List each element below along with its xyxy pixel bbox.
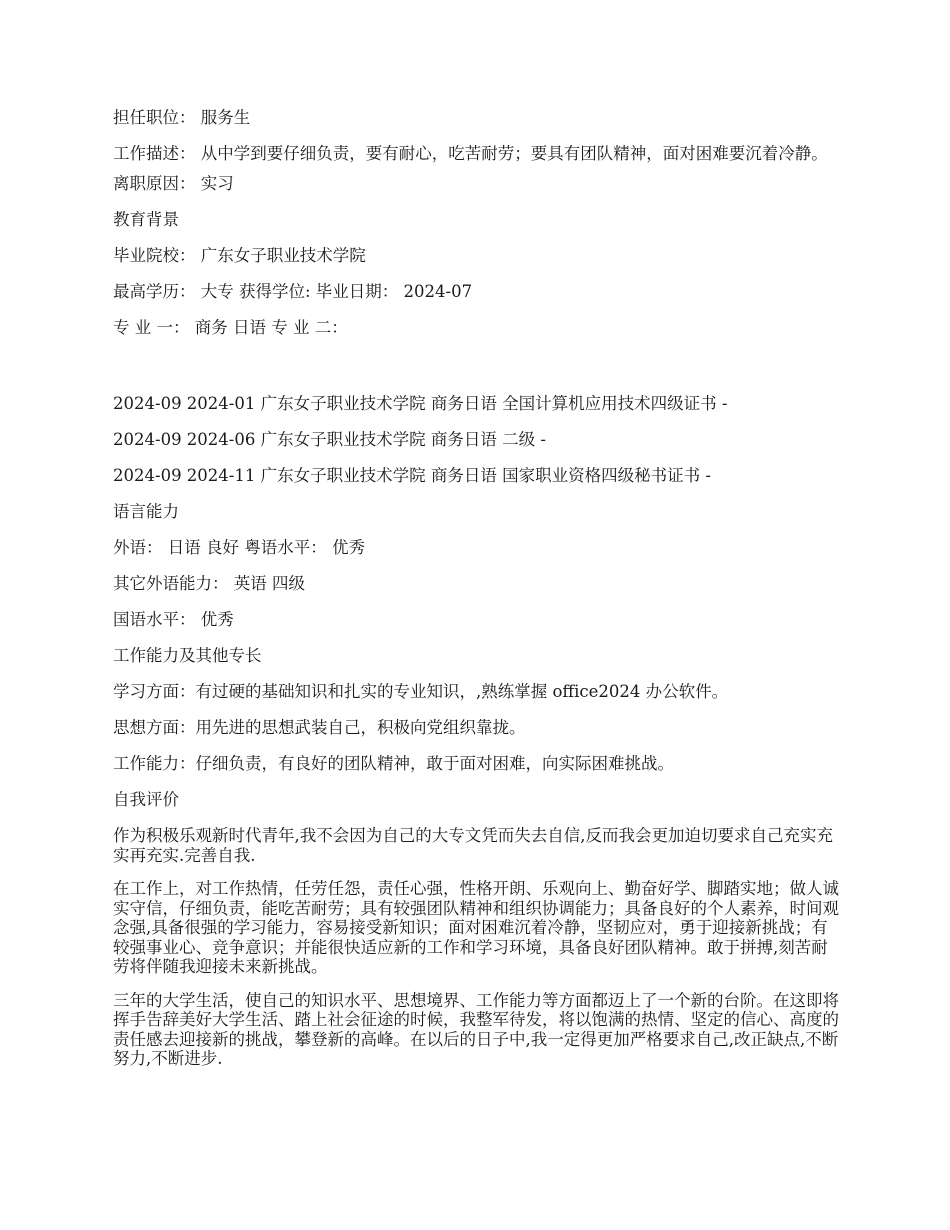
education-heading: 教育背景 bbox=[113, 210, 179, 229]
section-gap bbox=[113, 354, 843, 394]
work-leave-reason: 离职原因： 实习 bbox=[113, 174, 234, 193]
language-heading: 语言能力 bbox=[113, 502, 179, 521]
resume-page bbox=[113, 108, 843, 1083]
self-eval-paragraph-1: 作为积极乐观新时代青年,我不会因为自己的大专文凭而失去自信,反而我会更加迫切要求自己充实充实再充实.完善自我. bbox=[113, 826, 833, 865]
certificate-row: 2024-09 2024-06 广东女子职业技术学院 商务日语 二级 - bbox=[113, 430, 546, 449]
work-position: 担任职位： 服务生 bbox=[113, 108, 251, 127]
language-mandarin: 国语水平： 优秀 bbox=[113, 610, 234, 629]
certificate-row: 2024-09 2024-11 广东女子职业技术学院 商务日语 国家职业资格四级秘书证书 - bbox=[113, 466, 711, 485]
self-eval-paragraph-2: 在工作上，对工作热情，任劳任怨，责任心强，性格开朗、乐观向上、勤奋好学、脚踏实地；做人诚实守信，仔细负责，能吃苦耐劳；具有较强团队精神和组织协调能力；具备良好的个人素养，时间观念强,具备很强的学习能力，容易接受新知识；面对困难沉着冷静，坚韧应对，勇于迎接新挑战；有较强事业心、竞争意识；并能很快适应新的工作和学习环境，具备良好团队精神。敢于拼搏,刻苦耐劳将伴随我迎接未来新挑战。 bbox=[113, 879, 839, 976]
skills-study: 学习方面：有过硬的基础知识和扎实的专业知识，,熟练掌握 office2024 办公软件。 bbox=[113, 682, 729, 701]
skills-work: 工作能力：仔细负责，有良好的团队精神，敢于面对困难，向实际困难挑战。 bbox=[113, 754, 674, 773]
education-school: 毕业院校： 广东女子职业技术学院 bbox=[113, 246, 366, 265]
work-description: 工作描述： 从中学到要仔细负责，要有耐心，吃苦耐劳；要具有团队精神，面对困难要沉着冷静。 bbox=[113, 144, 828, 163]
language-other: 其它外语能力： 英语 四级 bbox=[113, 574, 305, 593]
self-eval-heading: 自我评价 bbox=[113, 790, 179, 809]
skills-heading: 工作能力及其他专长 bbox=[113, 646, 262, 665]
skills-thought: 思想方面：用先进的思想武装自己，积极向党组织靠拢。 bbox=[113, 718, 526, 737]
certificate-row: 2024-09 2024-01 广东女子职业技术学院 商务日语 全国计算机应用技术四级证书 - bbox=[113, 394, 728, 413]
language-foreign: 外语： 日语 良好 粤语水平： 优秀 bbox=[113, 538, 365, 557]
education-majors: 专 业 一： 商务 日语 专 业 二： bbox=[113, 318, 348, 337]
self-eval-paragraph-3: 三年的大学生活，使自己的知识水平、思想境界、工作能力等方面都迈上了一个新的台阶。在这即将挥手告辞美好大学生活、踏上社会征途的时候，我整军待发，将以饱满的热情、坚定的信心、高度的责任感去迎接新的挑战，攀登新的高峰。在以后的日子中,我一定得更加严格要求自己,改正缺点,不断努力,不断进步. bbox=[113, 990, 839, 1068]
education-degree: 最高学历： 大专 获得学位: 毕业日期： 2024-07 bbox=[113, 282, 473, 301]
